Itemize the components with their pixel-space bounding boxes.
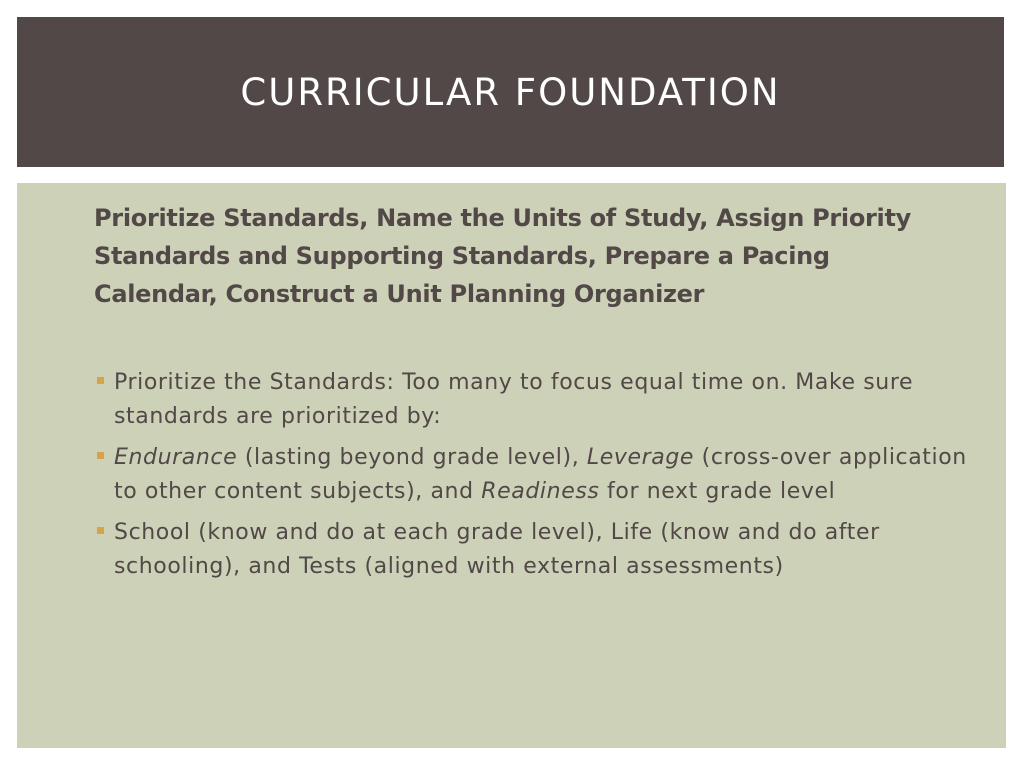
bullet-text: School (know and do at each grade level), Life (know and do after schooling), and Tests (aligned with external assessments) [114,520,880,579]
bullet-item [94,366,974,434]
bullet-text-part: for next grade level [599,479,836,504]
square-bullet-icon [97,377,104,384]
bullet-item [94,516,974,584]
leverage-term: Leverage [586,445,695,470]
bullet-text-part: (lasting beyond grade level), [237,445,587,470]
slide-subtitle: Prioritize Standards, Name the Units of Study, Assign Priority Standards and Supporting Standards, Prepare a Pacing Calendar, Construct a Unit Planning Organizer [94,204,911,308]
bullet-list [94,366,974,591]
content-panel [17,183,1006,748]
slide-title: CURRICULAR FOUNDATION [240,70,781,114]
bullet-text: Prioritize the Standards: Too many to focus equal time on. Make sure standards are prioritized by: [114,370,914,429]
bullet-text-part: (cross-over application to other content subjects), and [114,445,967,504]
endurance-term: Endurance [114,445,238,470]
square-bullet-icon [97,527,104,534]
bullet-item [94,441,974,509]
square-bullet-icon [97,452,104,459]
readiness-term: Readiness [481,479,600,504]
title-bar [17,17,1004,167]
